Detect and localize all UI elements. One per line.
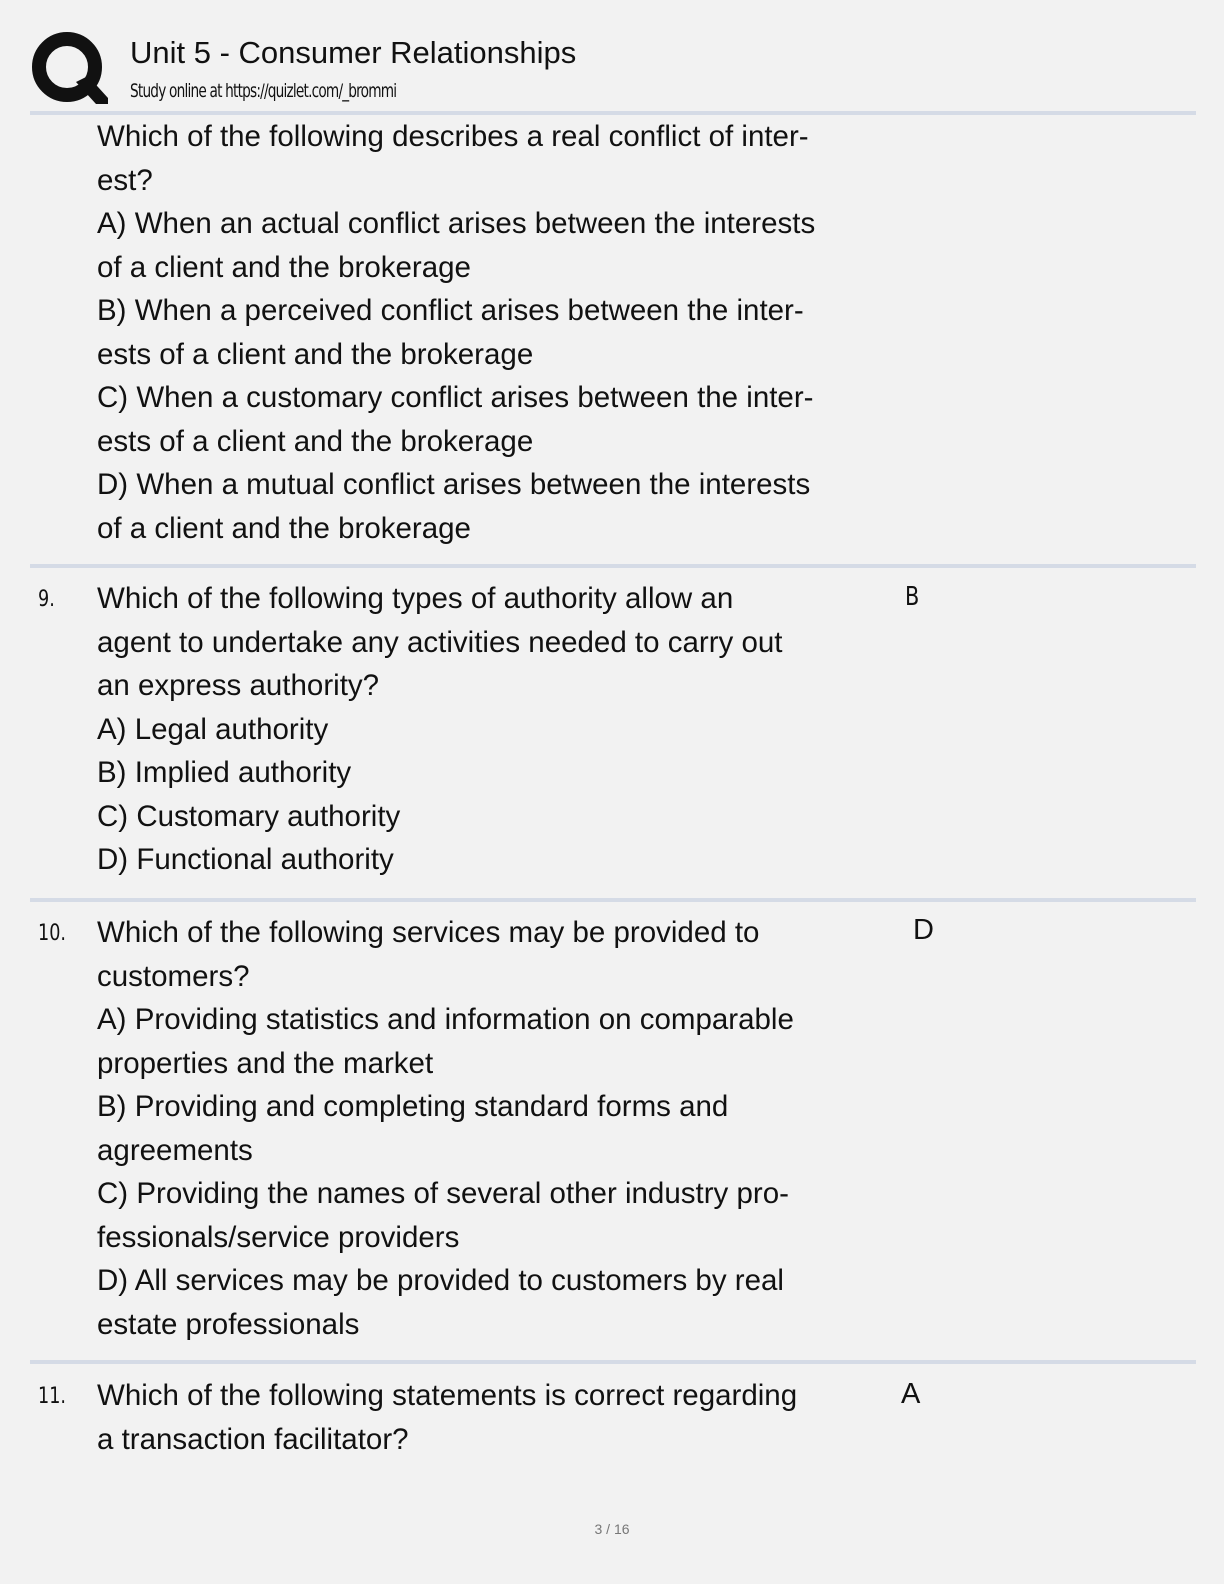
option-line: A) When an actual conflict arises between the interests xyxy=(97,207,816,240)
question-line: Which of the following types of authority allow an xyxy=(97,582,734,615)
question-text xyxy=(97,911,917,1346)
question-line: Which of the following services may be provided to xyxy=(97,916,760,949)
option-line: of a client and the brokerage xyxy=(97,511,471,545)
option-line: C) When a customary conflict arises between the inter- xyxy=(97,381,814,414)
page-number: 3 / 16 xyxy=(594,1521,630,1537)
answer: B xyxy=(905,582,920,612)
question-number: 9. xyxy=(38,587,55,612)
question-line: a transaction facilitator? xyxy=(97,1422,409,1456)
option-line: ests of a client and the brokerage xyxy=(97,337,534,371)
question-text xyxy=(97,577,920,882)
question-line: customers? xyxy=(97,959,250,993)
question-line: Which of the following describes a real conflict of inter- xyxy=(97,120,809,153)
card-divider xyxy=(30,1360,1196,1364)
option-line: B) When a perceived conflict arises between the inter- xyxy=(97,294,804,327)
question-number: 10. xyxy=(38,921,66,946)
option-line: D) All services may be provided to customers by real xyxy=(97,1264,784,1297)
question-line: agent to undertake any activities needed to carry out xyxy=(97,625,783,659)
question-number: 11. xyxy=(38,1384,66,1409)
study-online-link[interactable]: Study online at https://quizlet.com/_brommi xyxy=(130,80,397,102)
option-line: fessionals/service providers xyxy=(97,1220,460,1254)
answer: A xyxy=(901,1378,921,1410)
card-divider xyxy=(30,898,1196,902)
option-line: of a client and the brokerage xyxy=(97,250,471,284)
card-divider xyxy=(30,564,1196,568)
option-line: agreements xyxy=(97,1133,253,1167)
option-line: D) When a mutual conflict arises between the interests xyxy=(97,468,811,501)
option-line: D) Functional authority xyxy=(97,843,394,876)
option-line: C) Customary authority xyxy=(97,799,401,833)
question-line: est? xyxy=(97,163,153,197)
option-line: estate professionals xyxy=(97,1307,360,1341)
document-title: Unit 5 - Consumer Relationships xyxy=(130,35,577,70)
question-line: Which of the following statements is correct regarding xyxy=(97,1379,798,1412)
option-line: B) Implied authority xyxy=(97,756,352,789)
quizlet-logo-icon xyxy=(30,30,110,110)
question-text xyxy=(97,1374,917,1461)
option-line: ests of a client and the brokerage xyxy=(97,424,534,458)
option-line: B) Providing and completing standard forms and xyxy=(97,1090,729,1123)
answer: D xyxy=(913,914,934,946)
option-line: C) Providing the names of several other industry pro- xyxy=(97,1177,789,1210)
question-text-continued xyxy=(97,115,917,550)
option-line: A) Providing statistics and information on comparable xyxy=(97,1003,794,1036)
option-line: properties and the market xyxy=(97,1046,434,1080)
option-line: A) Legal authority xyxy=(97,712,329,746)
question-line: an express authority? xyxy=(97,669,380,702)
